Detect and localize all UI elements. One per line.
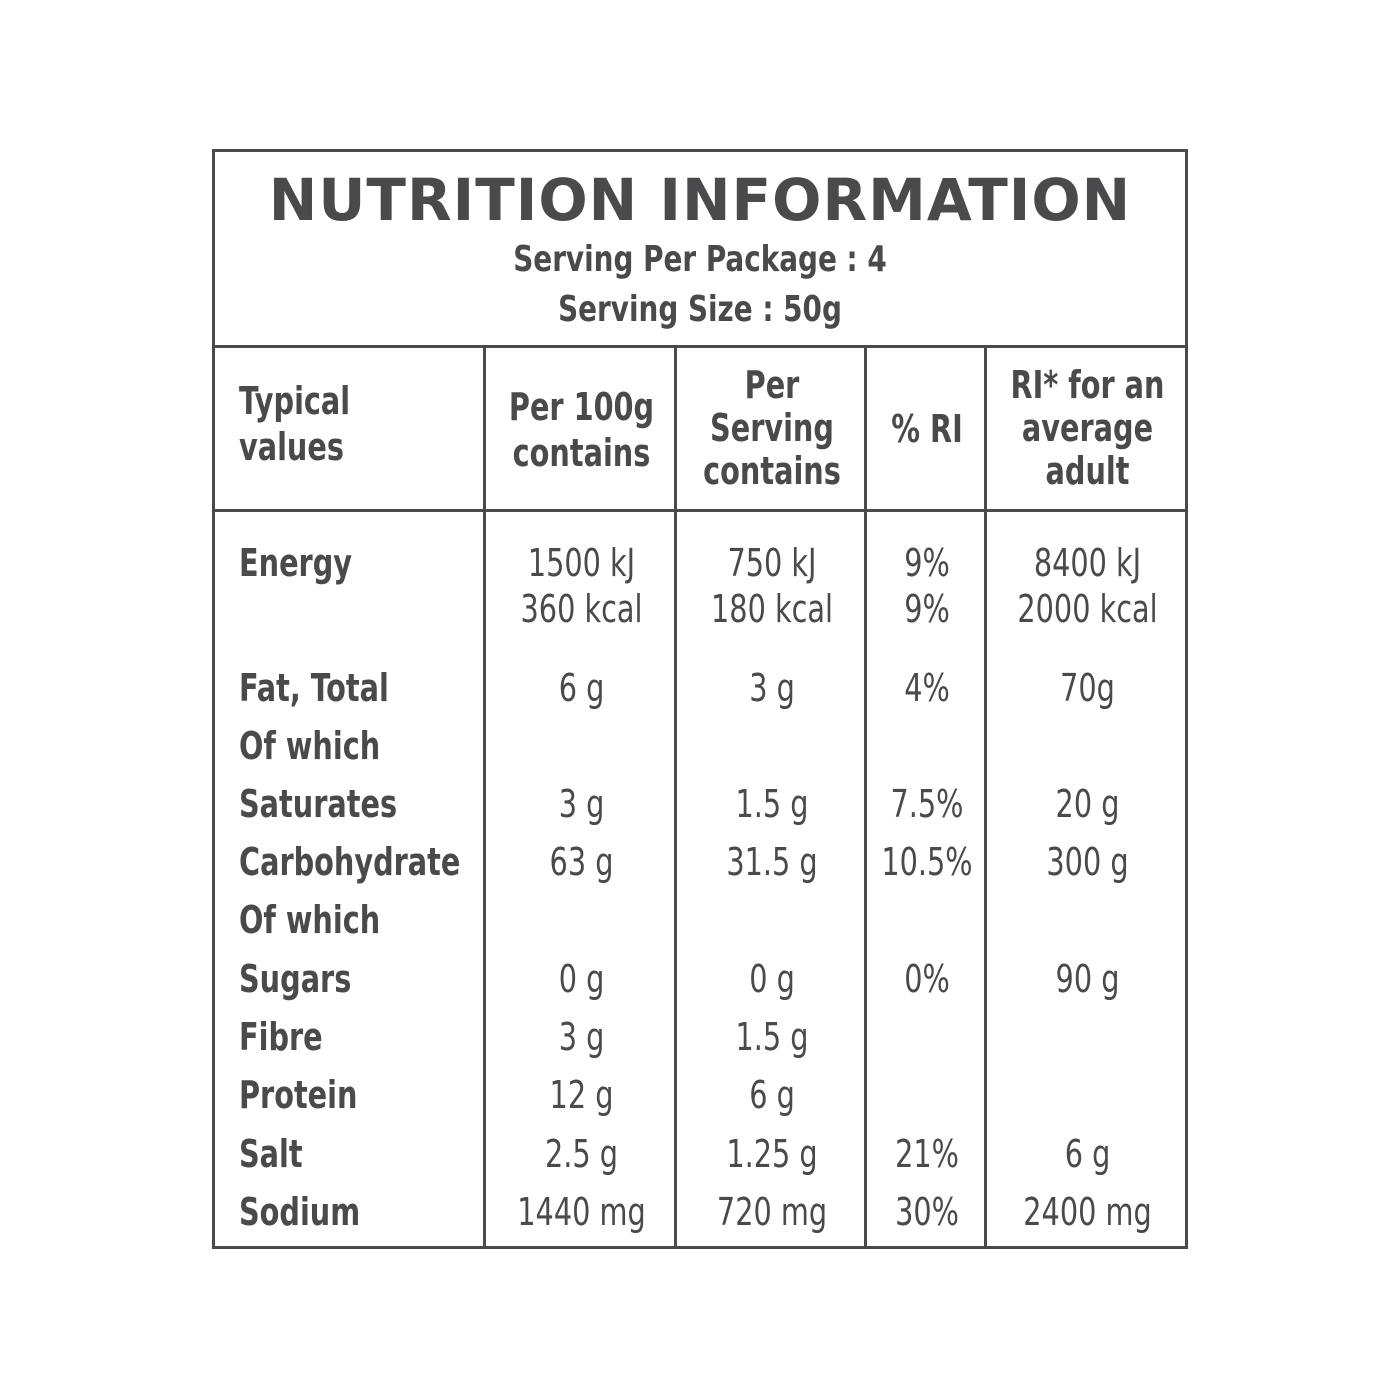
energy-per100: 1500 kJ 360 kcal xyxy=(520,541,643,631)
carbohydrate-ri-percent: 10.5% xyxy=(881,840,973,884)
sodium-per100: 1440 mg xyxy=(517,1190,646,1234)
nutrition-panel xyxy=(212,149,1188,1249)
column-divider xyxy=(864,348,867,1246)
row-label-fat: Fat, Total xyxy=(239,666,389,710)
salt-per100: 2.5 g xyxy=(544,1132,619,1176)
fat-perserving: 3 g xyxy=(749,666,795,710)
sodium-ri-adult: 2400 mg xyxy=(1023,1190,1152,1234)
row-label-sodium: Sodium xyxy=(239,1190,361,1234)
column-divider xyxy=(483,348,486,1246)
panel-title: NUTRITION INFORMATION xyxy=(268,166,1132,234)
carbohydrate-perserving: 31.5 g xyxy=(726,840,818,884)
sodium-ri-percent: 30% xyxy=(895,1190,959,1234)
carbohydrate-ri-adult: 300 g xyxy=(1046,840,1129,884)
carbohydrate-per100: 63 g xyxy=(549,840,614,884)
salt-perserving: 1.25 g xyxy=(726,1132,818,1176)
header-typical-values: Typical values xyxy=(239,379,351,469)
row-label-of-which: Of which xyxy=(239,724,381,768)
saturates-perserving: 1.5 g xyxy=(735,782,809,826)
energy-ri-percent: 9% 9% xyxy=(904,541,950,631)
fibre-perserving: 1.5 g xyxy=(735,1015,809,1059)
header-divider xyxy=(215,509,1185,512)
sugars-ri-adult: 90 g xyxy=(1055,957,1120,1001)
salt-ri-adult: 6 g xyxy=(1064,1132,1111,1176)
row-label-sugars: Sugars xyxy=(239,957,352,1001)
sugars-per100: 0 g xyxy=(558,957,605,1001)
serving-size: Serving Size : 50g xyxy=(558,289,842,330)
row-label-energy: Energy xyxy=(239,541,353,585)
row-label-saturates: Saturates xyxy=(239,782,398,826)
saturates-ri-percent: 7.5% xyxy=(890,782,964,826)
salt-ri-percent: 21% xyxy=(895,1132,959,1176)
protein-perserving: 6 g xyxy=(749,1073,795,1117)
row-label-protein: Protein xyxy=(239,1073,358,1117)
fat-ri-percent: 4% xyxy=(904,666,950,710)
protein-per100: 12 g xyxy=(549,1073,614,1117)
title-block xyxy=(215,152,1185,348)
header-per-serving: Per Serving contains xyxy=(703,363,841,493)
row-label-carbohydrate: Carbohydrate xyxy=(239,840,461,884)
energy-perserving: 750 kJ 180 kcal xyxy=(711,541,833,631)
column-divider xyxy=(674,348,677,1246)
servings-per-package: Serving Per Package : 4 xyxy=(513,239,887,280)
fat-ri-adult: 70g xyxy=(1060,666,1115,710)
header-per-100g: Per 100g contains xyxy=(508,385,655,475)
sodium-perserving: 720 mg xyxy=(716,1190,828,1234)
fat-per100: 6 g xyxy=(558,666,605,710)
energy-ri-adult: 8400 kJ 2000 kcal xyxy=(1017,541,1158,631)
sugars-perserving: 0 g xyxy=(749,957,795,1001)
header-percent-ri: % RI xyxy=(891,407,963,451)
row-label-fibre: Fibre xyxy=(239,1015,323,1059)
sugars-ri-percent: 0% xyxy=(904,957,950,1001)
header-ri-average-adult: RI* for an average adult xyxy=(1010,363,1165,493)
row-label-salt: Salt xyxy=(239,1132,303,1176)
fibre-per100: 3 g xyxy=(558,1015,605,1059)
row-label-of-which: Of which xyxy=(239,898,381,942)
saturates-per100: 3 g xyxy=(558,782,605,826)
column-divider xyxy=(984,348,987,1246)
saturates-ri-adult: 20 g xyxy=(1055,782,1120,826)
